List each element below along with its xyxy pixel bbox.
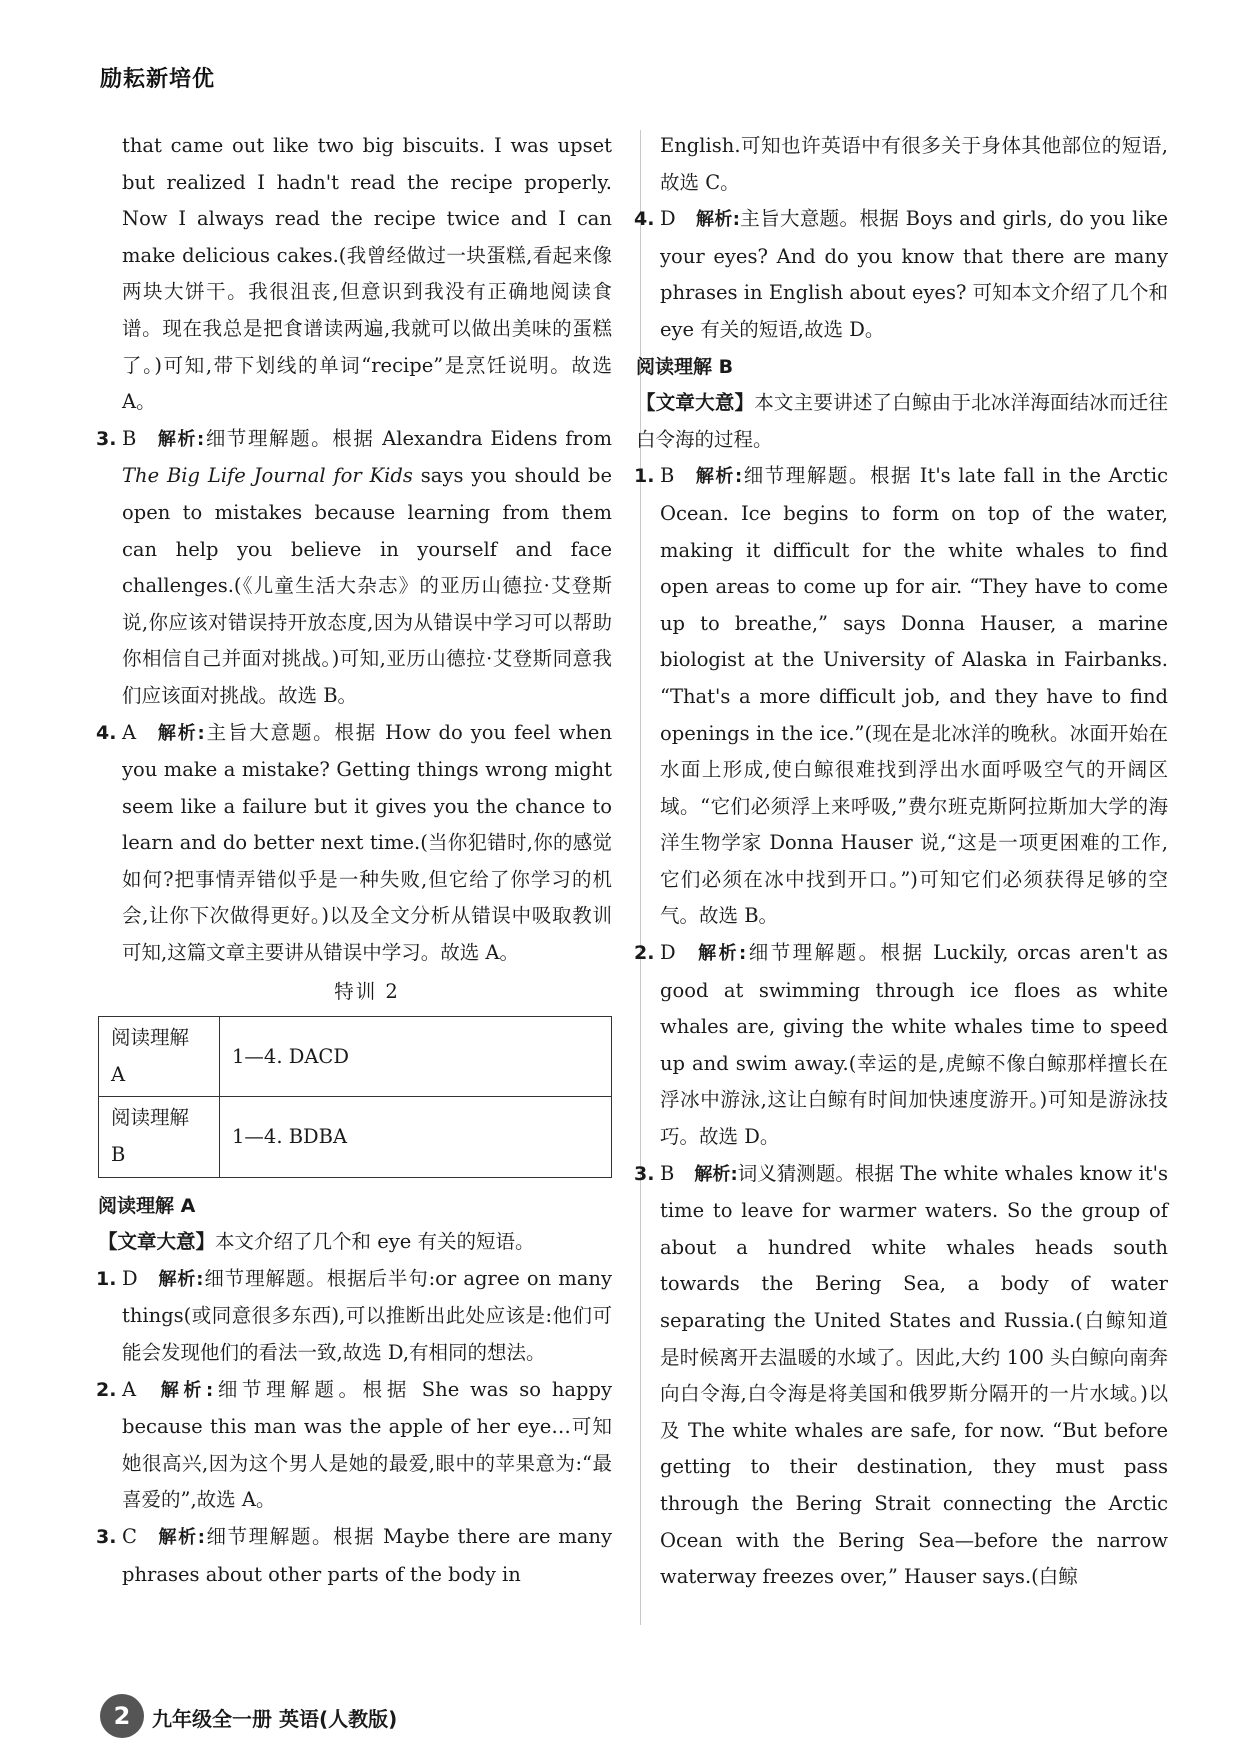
analysis-tag: 解析: [694,1163,738,1185]
answer-letter: D [122,1266,138,1290]
analysis-tag: 解析: [695,943,747,965]
answer-letter: B [122,426,137,450]
analysis-text: 细节理解题。根据 She was so happy because this man was the apple of her eye…可知她很高兴,因为这个男人是她的最爱,眼中的苹果意为:“最喜爱的”,故选 A。 [122,1377,612,1512]
section-summary-a [98,1224,612,1261]
analysis-text: 主旨大意题。根据 Boys and girls, do you like your eyes? And do you know that there are many phrases in English about eyes? 可知本文介绍了几个和 eye 有关的短语,故选 D。 [660,207,1168,341]
summary-key: 【文章大意】 [636,391,755,415]
analysis-tag: 解析: [695,209,740,231]
answer-item-a2 [96,1372,612,1519]
section-title-a: 阅读理解 A [98,1194,196,1217]
answer-number: 1. [96,1267,117,1290]
series-title: 励耘新培优 [100,67,216,92]
analysis-text: 词义猜测题。根据 The white whales know it's time to leave for warmer waters. So the group of about a hundred white whales heads south towards the Bering Sea, a body of water separating the United States and Russia.(白鲸知道是时候离开去温暖的水域了。因此,大约 100 头白鲸向南奔向白令海,白令海是将美国和俄罗斯分隔开的一片水域。)以及 The white whales are safe, for now. “But before getting to their destination, they must pass through the Bering Strait connecting the Arctic Ocean with the Bering Sea—before the narrow waterway freezes over,” Hauser says.(白鲸 [660,1161,1168,1589]
continued-paragraph: that came out like two big biscuits. I was upset but realized I hadn't read the recipe properly. Now I always read the recipe twice and I can make delicious cakes.(我曾经做过一块蛋糕,看起来像两块大饼干。我很沮丧,但意识到我没有正确地阅读食谱。现在我总是把食谱读两遍,我就可以做出美味的蛋糕了。)可知,带下划线的单词“recipe”是烹饪说明。故选 A。 [122,134,612,414]
summary-text: 本文主要讲述了白鲸由于北冰洋海面结冰而迁往白令海的过程。 [636,391,1168,451]
page-number-badge: 2 [100,1694,144,1738]
answer-letter: A [122,720,137,744]
answer-letter: C [122,1524,137,1548]
analysis-text: 细节理解题。根据 Luckily, orcas aren't as good at swimming through ice floes as white whales are, giving the white whales time to speed up and swim away.(幸运的是,虎鲸不像白鲸那样擅长在浮冰中游泳,这让白鲸有时间加快速度游开。)可知是游泳技巧。故选 D。 [660,941,1168,1149]
answer-item-b3 [634,1156,1168,1596]
analysis-text: says you should be open to mistakes because learning from them can help you believe in yourself and face challenges.(《儿童生活大杂志》的亚历山德拉·艾登斯说,你应该对错误持开放态度,因为从错误中学习可以帮助你相信自己并面对挑战。)可知,亚历山德拉·艾登斯同意我们应该面对挑战。故选 B。 [122,464,613,707]
table-cell-label: 阅读理解 A [99,1017,220,1097]
answer-letter: B [660,464,675,488]
analysis-tag: 解析: [157,1268,204,1290]
analysis-text: 细节理解题。根据 Maybe there are many phrases about other parts of the body in [122,1524,613,1586]
answer-letter: B [660,1161,675,1185]
analysis-tag: 解析: [156,722,205,744]
left-column [96,128,613,1593]
continued-paragraph: English.可知也许英语中有很多关于身体其他部位的短语,故选 C。 [660,134,1168,194]
table-row [99,1097,612,1177]
book-title-footer: 九年级全一册 英语(人教版) [152,1707,398,1731]
table-row [99,1017,612,1097]
analysis-tag: 解析: [156,1379,214,1401]
analysis-text: 细节理解题。根据 Alexandra Eidens from [204,426,612,450]
answer-letter: A [122,1377,137,1401]
section-title-b: 阅读理解 B [636,355,734,378]
analysis-text: 细节理解题。根据 It's late fall in the Arctic Ocean. Ice begins to form on top of the water, making it difficult for the white whales to find open areas to come up for air. “They have to come up to breathe,” says Donna Hauser, a marine biologist at the University of Alaska in Fairbanks. “That's a more difficult job, and they have to find openings in the ice.”(现在是北冰洋的晚秋。冰面开始在水面上形成,使白鲸很难找到浮出水面呼吸空气的开阔区域。“它们必须浮上来呼吸,”费尔班克斯阿拉斯加大学的海洋生物学家 Donna Hauser 说,“这是一项更困难的工作,它们必须在冰中找到开口。”)可知它们必须获得足够的空气。故选 B。 [660,464,1168,928]
answer-key-table [98,1016,612,1177]
answer-number: 4. [634,208,655,231]
answer-letter: D [660,207,676,231]
answer-number: 2. [634,942,655,965]
answer-number: 1. [634,465,655,488]
answer-item-a4 [634,201,1168,348]
answer-letter: D [660,941,676,965]
table-cell-value: 1—4. DACD [220,1017,612,1097]
answer-item-b2 [634,935,1168,1156]
analysis-text: 细节理解题。根据后半句:or agree on many things(或同意很多东西),可以推断出此处应该是:他们可能会发现他们的看法一致,故选 D,有相同的想法。 [122,1266,612,1364]
journal-title: The Big Life Journal for Kids [122,464,413,488]
answer-item-b1 [634,458,1168,935]
summary-key: 【文章大意】 [98,1230,216,1254]
table-cell-value: 1—4. BDBA [220,1097,612,1177]
answer-number: 3. [96,1525,117,1548]
answer-item-4 [96,715,613,972]
right-column [634,128,1168,1596]
answer-item-a3 [96,1519,613,1593]
answer-number: 3. [96,427,117,450]
answer-number: 4. [96,721,117,744]
analysis-tag: 解析: [156,428,205,450]
summary-text: 本文介绍了几个和 eye 有关的短语。 [215,1230,535,1254]
answer-item-3 [96,421,613,715]
section-summary-b [636,385,1168,458]
answer-number: 3. [634,1162,655,1185]
analysis-tag: 解析: [156,1526,205,1548]
table-cell-label: 阅读理解 B [99,1097,220,1177]
analysis-tag: 解析: [694,466,743,488]
analysis-text: 主旨大意题。根据 How do you feel when you make a mistake? Getting things wrong might seem like a failure but it gives you the chance to learn and do better next time.(当你犯错时,你的感觉如何?把事情弄错似乎是一种失败,但它给了你学习的机会,让你下次做得更好。)以及全文分析从错误中吸取教训可知,这篇文章主要讲从错误中学习。故选 A。 [122,720,613,965]
training-title: 特训 2 [334,979,400,1003]
answer-item-a1 [96,1261,612,1372]
answer-number: 2. [96,1378,117,1401]
